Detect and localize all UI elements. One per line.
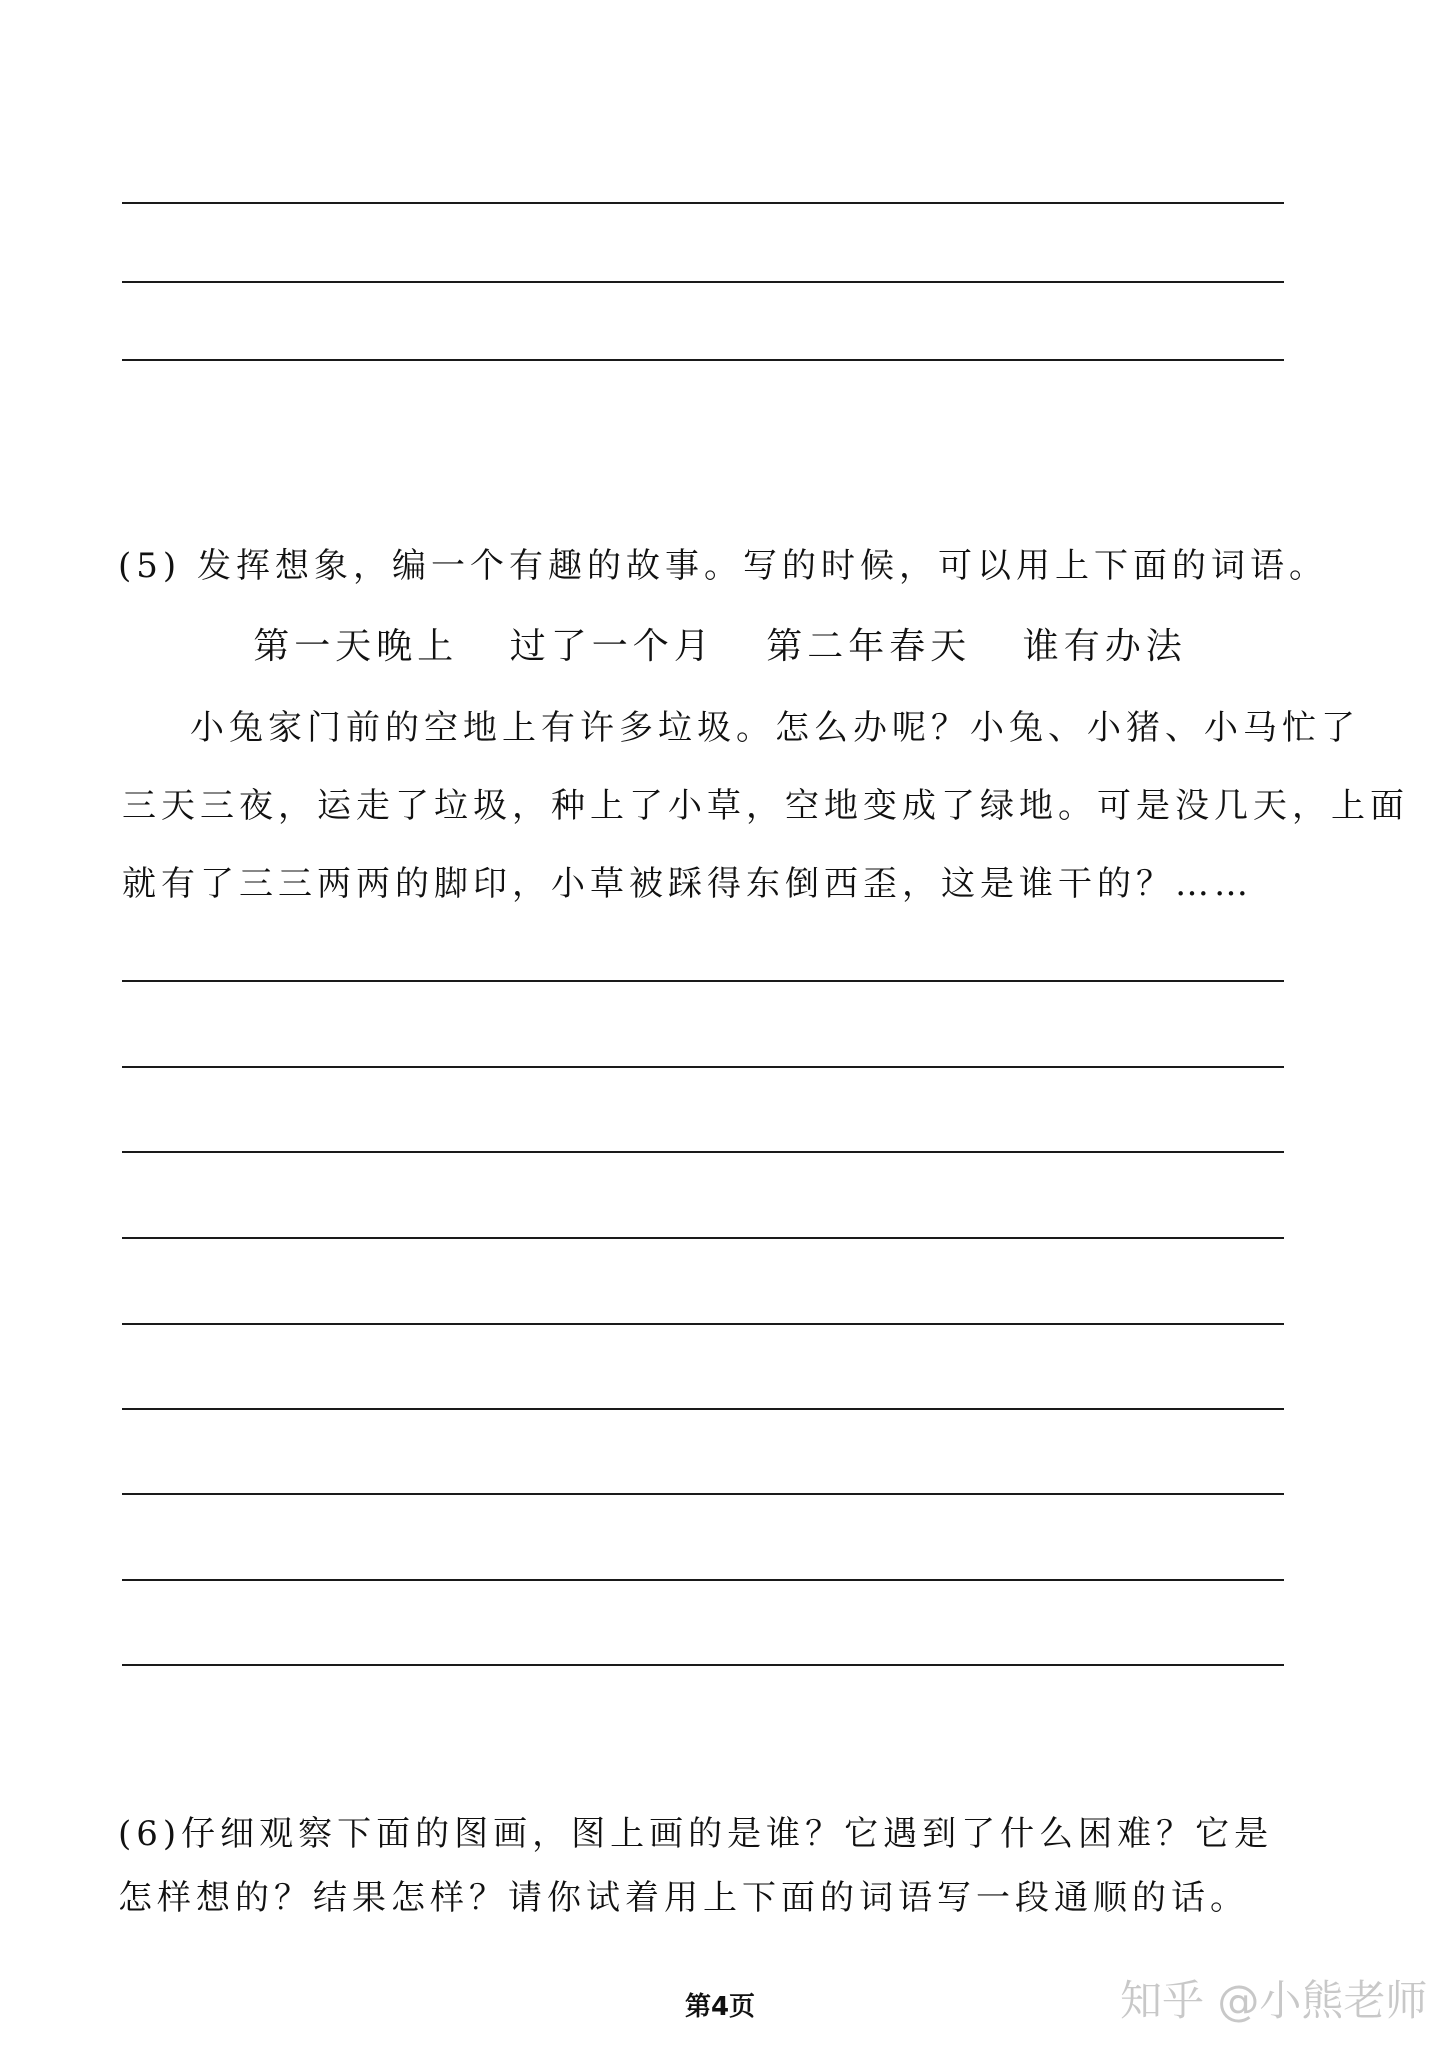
writing-line — [122, 1579, 1284, 1581]
word-item: 第二年春天 — [766, 626, 972, 667]
word-item: 过了一个月 — [509, 626, 715, 667]
watermark: 知乎 @小熊老师 — [1120, 1976, 1428, 2025]
word-bank — [0, 618, 1440, 669]
question-5-prompt: (5) 发挥想象，编一个有趣的故事。写的时候，可以用上下面的词语。 — [118, 546, 1328, 586]
writing-line — [122, 359, 1284, 361]
writing-line — [122, 980, 1284, 982]
writing-line — [122, 1066, 1284, 1068]
writing-line — [122, 1151, 1284, 1153]
writing-line — [122, 1493, 1284, 1495]
story-line: 小兔家门前的空地上有许多垃圾。怎么办呢？小兔、小猪、小马忙了 — [190, 708, 1360, 748]
writing-line — [122, 1237, 1284, 1239]
writing-line — [122, 281, 1284, 283]
writing-line — [122, 1323, 1284, 1325]
question-6-line: 怎样想的？结果怎样？请你试着用上下面的词语写一段通顺的话。 — [118, 1878, 1249, 1918]
story-line: 三天三夜，运走了垃圾，种上了小草，空地变成了绿地。可是没几天，上面 — [122, 786, 1409, 826]
writing-line — [122, 1664, 1284, 1666]
question-6-line: (6)仔细观察下面的图画，图上画的是谁？它遇到了什么困难？它是 — [118, 1814, 1274, 1854]
word-item: 谁有办法 — [1022, 626, 1187, 667]
page-number: 第4页 — [684, 1992, 756, 2022]
writing-line — [122, 1408, 1284, 1410]
writing-line — [122, 202, 1284, 204]
word-item: 第一天晚上 — [253, 626, 459, 667]
story-line: 就有了三三两两的脚印，小草被踩得东倒西歪，这是谁干的？…… — [122, 864, 1253, 904]
